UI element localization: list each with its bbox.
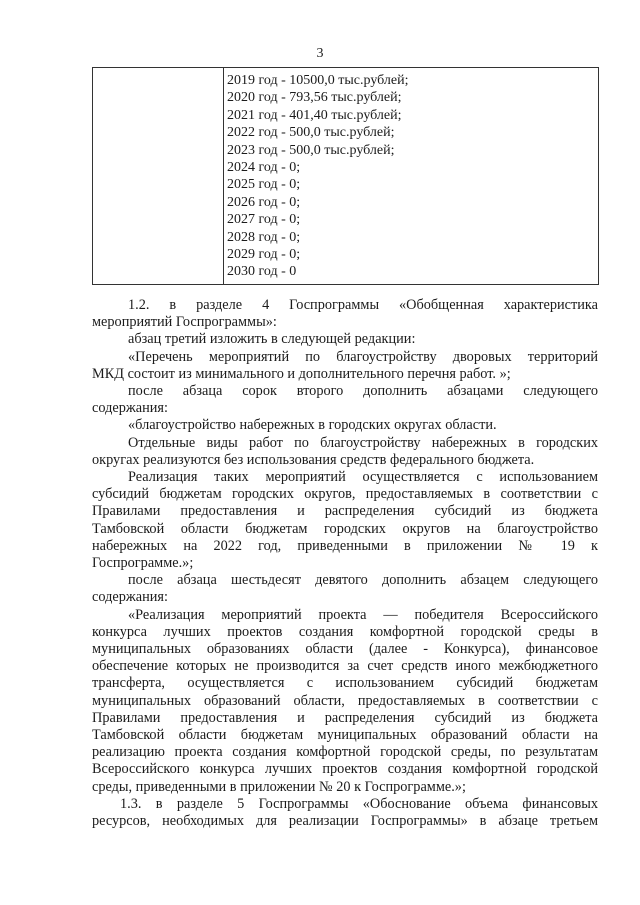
text-line: Реализация таких мероприятий осуществляется с использованием	[128, 469, 598, 486]
text-line: округах реализуются без использования средств федерального бюджета.	[92, 451, 535, 468]
text-line: мероприятий Госпрограммы»:	[92, 314, 277, 331]
text-line: Всероссийского конкурса лучших проектов создания комфортной городской	[92, 761, 598, 778]
text-line: конкурса лучших проектов создания комфортной городской среды в	[92, 623, 598, 640]
text-line: содержания:	[92, 589, 168, 606]
budget-line: 2030 год - 0	[227, 264, 297, 280]
text-line: трансферта, осуществляется с использованием субсидий бюджетам	[92, 675, 598, 692]
text-line: муниципальных образованиях области (далее - Конкурса), финансовое	[92, 641, 598, 658]
text-line: абзац третий изложить в следующей редакции:	[128, 331, 416, 348]
text-line: Правилами предоставления и распределения субсидий из бюджета	[92, 503, 598, 520]
text-line: после абзаца шестьдесят девятого дополнить абзацем следующего	[128, 572, 598, 589]
text-line: «Реализация мероприятий проекта — победителя Всероссийского	[128, 606, 598, 623]
text-line: Отдельные виды работ по благоустройству набережных в городских	[128, 434, 598, 451]
text-line: ресурсов, необходимых для реализации Госпрограммы» в абзаце третьем	[92, 813, 598, 830]
budget-line: 2021 год - 401,40 тыс.рублей;	[227, 107, 402, 123]
text-line: муниципальных образований области, предоставляемых в соответствии с	[92, 692, 598, 709]
text-line: содержания:	[92, 400, 168, 417]
text-line: реализацию проекта создания комфортной городской среды, по результатам	[92, 744, 598, 761]
budget-line: 2019 год - 10500,0 тыс.рублей;	[227, 73, 409, 88]
budget-line: 2025 год - 0;	[227, 177, 301, 193]
budget-line: 2020 год - 793,56 тыс.рублей;	[227, 90, 402, 106]
text-line: после абзаца сорок второго дополнить абзацами следующего	[128, 383, 598, 400]
text-line: «Перечень мероприятий по благоустройству дворовых территорий	[128, 348, 598, 365]
table-value-cell	[224, 68, 598, 284]
text-line: Тамбовской области бюджетам муниципальных образований области на	[92, 727, 598, 744]
text-line: обеспечение которых не производится за счет средств иного межбюджетного	[92, 658, 598, 675]
budget-line: 2029 год - 0;	[227, 247, 301, 263]
text-line: набережных на 2022 год, приведенными в приложении № 19 к	[92, 537, 598, 554]
budget-line: 2028 год - 0;	[227, 229, 301, 245]
budget-table	[92, 67, 599, 285]
budget-line: 2023 год - 500,0 тыс.рублей;	[227, 142, 395, 158]
budget-line: 2027 год - 0;	[227, 212, 301, 228]
table-label-cell	[93, 68, 224, 284]
text-line: Правилами предоставления и распределения субсидий из бюджета	[92, 709, 598, 726]
page-number: 3	[316, 46, 324, 61]
budget-line: 2022 год - 500,0 тыс.рублей;	[227, 125, 395, 141]
text-line: Госпрограмме.»;	[92, 555, 194, 572]
text-line: 1.3. в разделе 5 Госпрограммы «Обоснование объема финансовых	[120, 795, 598, 812]
text-line: среды, приведенными в приложении № 20 к Госпрограмме.»;	[92, 778, 466, 795]
budget-line: 2024 год - 0;	[227, 160, 301, 176]
document-body	[92, 297, 598, 830]
text-line: «благоустройство набережных в городских округах области.	[128, 417, 497, 434]
text-line: Тамбовской области бюджетам городских округов на благоустройство	[92, 520, 598, 537]
text-line: МКД состоит из минимального и дополнительного перечня работ. »;	[92, 365, 511, 382]
budget-line: 2026 год - 0;	[227, 194, 301, 210]
text-line: 1.2. в разделе 4 Госпрограммы «Обобщенная характеристика	[128, 297, 598, 313]
text-line: субсидий бюджетам городских округов, предоставляемых в соответствии с	[92, 486, 598, 503]
